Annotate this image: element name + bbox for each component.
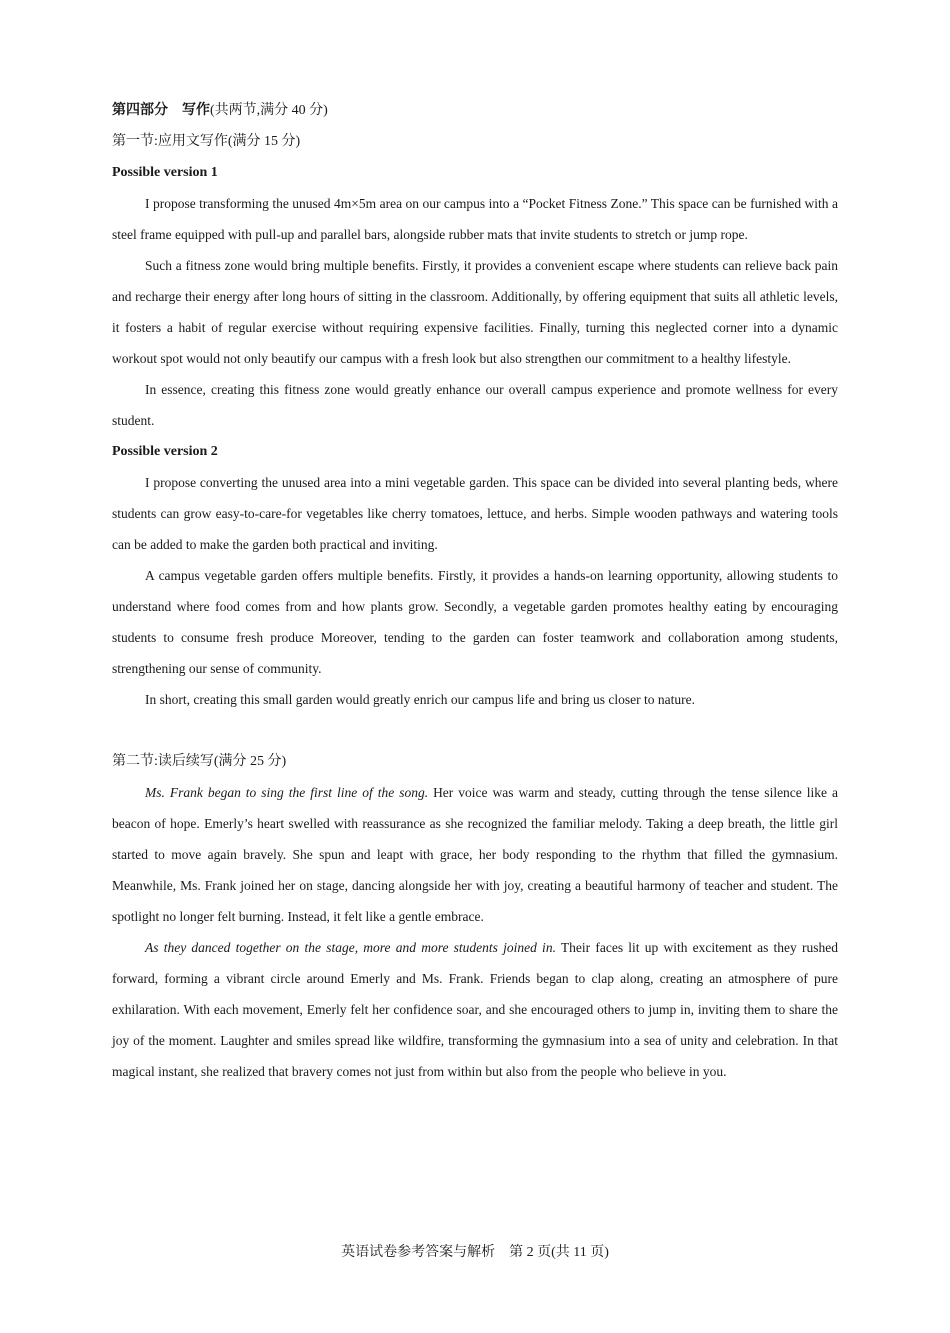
version1-label: Possible version 1 <box>112 165 218 180</box>
version1-paragraph-2: Such a fitness zone would bring multiple benefits. Firstly, it provides a convenient escape where students can relieve back pain and recharge their energy after long hours of sitting in the classroom. Additionally, by offering equipment that suits all athletic levels, it fosters a habit of regular exercise without requiring expensive facilities. Finally, turning this neglected corner into a dynamic workout spot would not only beautify our campus with a fresh look but also strengthen our commitment to a healthy lifestyle. <box>112 258 838 366</box>
continuation-body-1: Her voice was warm and steady, cutting through the tense silence like a beacon of hope. Emerly’s heart swelled with reassurance as she recognized the familiar melody. Taking a deep breath, the little girl started to move again bravely. She spun and leapt with grace, her body responding to the rhythm that filled the gymnasium. Meanwhile, Ms. Frank joined her on stage, dancing alongside her with joy, creating a beautiful harmony of teacher and student. The spotlight no longer felt burning. Instead, it felt like a gentle embrace. <box>112 785 838 924</box>
continuation-body-2: Their faces lit up with excitement as they rushed forward, forming a vibrant circle around Emerly and Ms. Frank. Friends began to clap along, creating an atmosphere of pure exhilaration. With each movement, Emerly felt her confidence soar, and she encouraged others to jump in, inviting them to share the joy of the moment. Laughter and smiles spread like wildfire, transforming the gymnasium into a sea of unity and celebration. In that magical instant, she realized that bravery comes not just from within but also from the people who believe in you. <box>112 940 839 1079</box>
page-footer: 英语试卷参考答案与解析 第 2 页(共 11 页) <box>341 1245 609 1260</box>
section-gap <box>112 715 838 746</box>
version1-paragraph-1: I propose transforming the unused 4m×5m area on our campus into a “Pocket Fitness Zone.” This space can be furnished with a steel frame equipped with pull-up and parallel bars, alongside rubber mats that invite students to stretch or jump rope. <box>112 196 838 242</box>
part-meta: (共两节,满分 40 分) <box>210 103 328 118</box>
version2-paragraph-2: A campus vegetable garden offers multiple benefits. Firstly, it provides a hands-on learning opportunity, allowing students to understand where food comes from and how plants grow. Secondly, a vegetable garden promotes healthy eating by encouraging students to consume fresh produce Moreover, tending to the garden can foster teamwork and collaboration among students, strengthening our sense of community. <box>112 568 838 676</box>
continuation-lead-2: As they danced together on the stage, more and more students joined in. <box>145 940 556 955</box>
version2-paragraph-1: I propose converting the unused area into a mini vegetable garden. This space can be divided into several planting beds, where students can grow easy-to-care-for vegetables like cherry tomatoes, lettuce, and herbs. Simple wooden pathways and watering tools can be added to make the garden both practical and inviting. <box>112 475 838 552</box>
section2-heading: 第二节:读后续写(满分 25 分) <box>112 754 287 769</box>
version1-paragraph-3: In essence, creating this fitness zone would greatly enhance our overall campus experience and promote wellness for every student. <box>112 382 838 428</box>
continuation-paragraph-2 <box>112 932 838 1087</box>
part-title: 第四部分 写作 <box>112 103 210 118</box>
section1-heading: 第一节:应用文写作(满分 15 分) <box>112 134 301 149</box>
version2-paragraph-3: In short, creating this small garden would greatly enrich our campus life and bring us closer to nature. <box>145 692 695 707</box>
continuation-paragraph-1 <box>112 777 838 932</box>
version2-label: Possible version 2 <box>112 444 218 459</box>
answer-page <box>112 95 838 1087</box>
continuation-lead-1: Ms. Frank began to sing the first line of the song. <box>145 785 429 800</box>
part-heading <box>112 95 838 126</box>
